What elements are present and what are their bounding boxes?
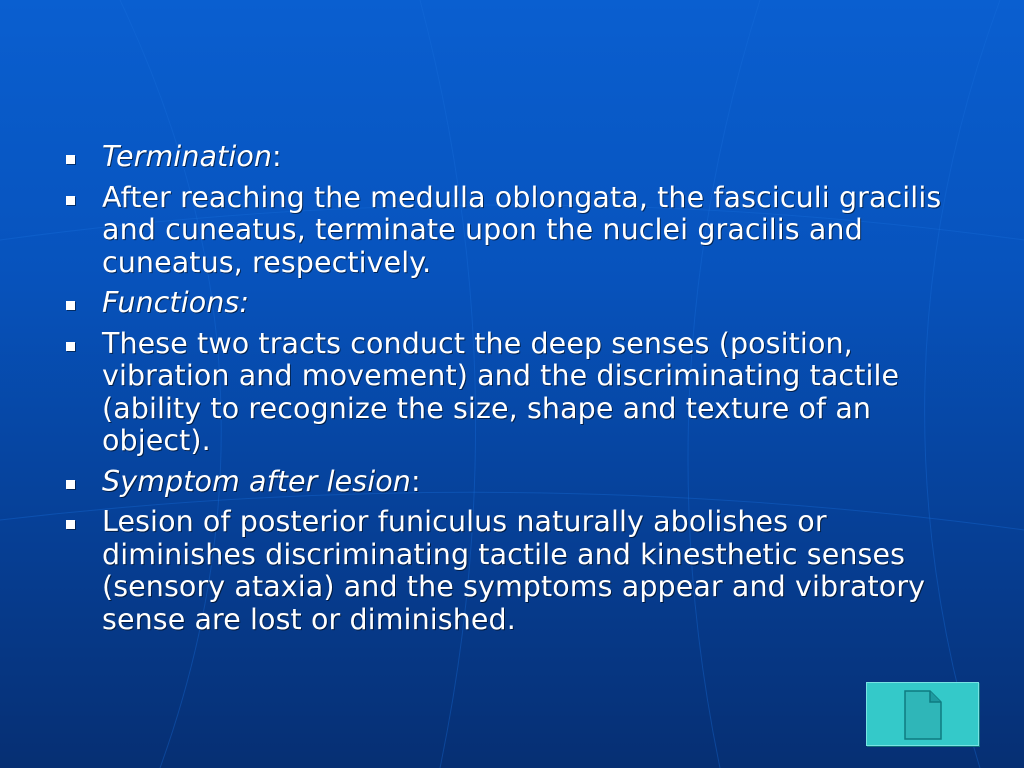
square-bullet-icon <box>66 342 75 351</box>
bullet-text: : <box>410 464 421 498</box>
bullet-text: These two tracts conduct the deep senses (position, vibration and movement) and the discriminating tactile (ability to recognize the size, shape and texture of an object). <box>102 326 900 457</box>
bullet-text: Lesion of posterior funiculus naturally abolishes or diminishes discriminating tactile and kinesthetic senses (sensory ataxia) and the symptoms appear and vibratory sense are lost or diminished. <box>102 505 926 636</box>
document-nav-button[interactable] <box>866 682 979 746</box>
bullet-termination <box>62 141 982 174</box>
bullet-functions-detail <box>62 328 982 458</box>
bullet-heading: Functions: <box>102 286 250 319</box>
square-bullet-icon <box>66 520 75 529</box>
square-bullet-icon <box>66 301 75 310</box>
bullet-text: : <box>272 140 282 173</box>
bullet-termination-detail <box>62 182 982 280</box>
bullet-symptom <box>62 466 982 499</box>
bullet-symptom-detail <box>62 506 982 636</box>
bullet-heading: Termination <box>102 140 273 173</box>
bullet-functions <box>62 287 982 320</box>
bullet-text: After reaching the medulla oblongata, the fasciculi gracilis and cuneatus, terminate upon the nuclei gracilis and cuneatus, respectively. <box>102 180 942 279</box>
square-bullet-icon <box>66 480 75 489</box>
square-bullet-icon <box>66 196 75 205</box>
bullet-heading: Symptom after lesion <box>102 464 411 498</box>
bullet-list <box>62 141 982 644</box>
document-icon <box>904 690 942 740</box>
square-bullet-icon <box>66 155 75 164</box>
